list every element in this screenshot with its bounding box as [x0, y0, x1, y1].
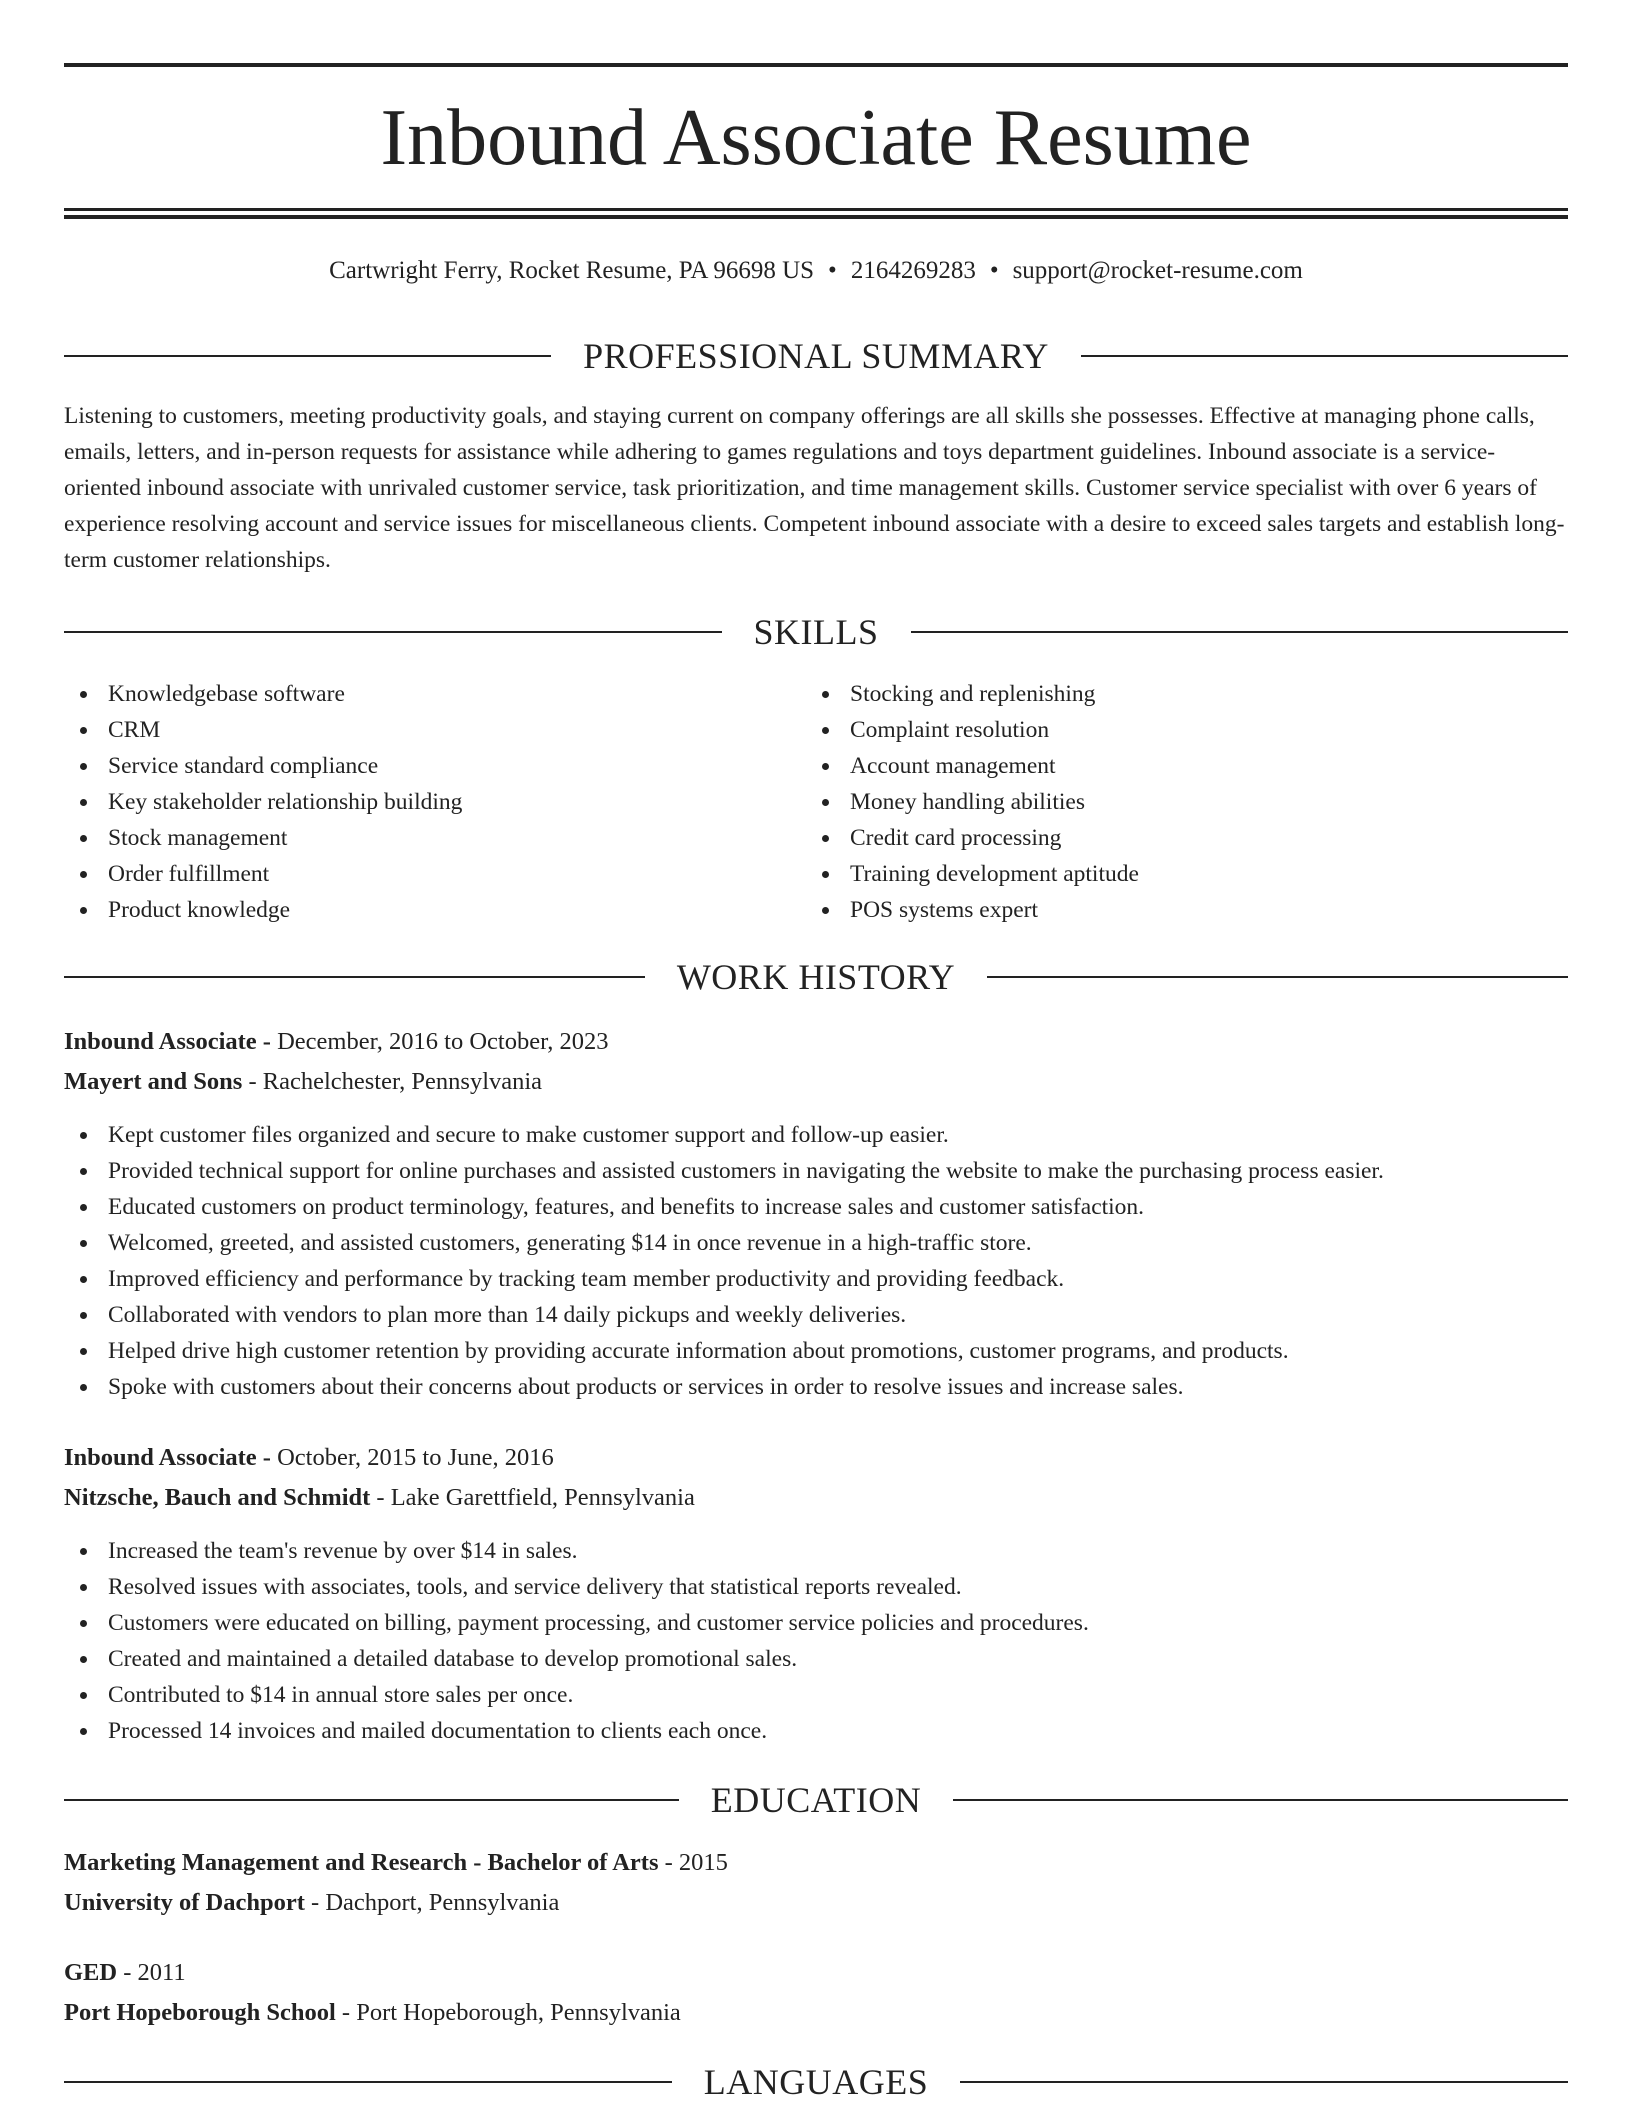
skill-item: Knowledgebase software — [64, 676, 806, 712]
skills-list-right — [806, 676, 1568, 928]
heading-rule — [953, 1799, 1568, 1801]
job-bullet: Created and maintained a detailed database to develop promotional sales. — [64, 1641, 1568, 1677]
contact-separator: • — [989, 257, 999, 284]
dash: - — [256, 1028, 278, 1055]
job-bullet: Increased the team's revenue by over $14 in sales. — [64, 1533, 1568, 1569]
heading-rule — [911, 631, 1569, 633]
dash: - — [256, 1444, 278, 1471]
heading-rule — [64, 1799, 679, 1801]
heading-rule — [960, 2081, 1568, 2083]
dash: - — [117, 1959, 138, 1986]
skill-item: CRM — [64, 712, 806, 748]
skill-item: Credit card processing — [806, 820, 1568, 856]
education-year: 2011 — [137, 1959, 186, 1986]
education-degree-line — [64, 1955, 1568, 1991]
section-heading-summary — [64, 334, 1568, 378]
heading-label: LANGUAGES — [703, 2062, 929, 2102]
dash: - — [242, 1068, 263, 1095]
job-bullet: Processed 14 invoices and mailed documentation to clients each once. — [64, 1713, 1568, 1749]
skill-item: Money handling abilities — [806, 784, 1568, 820]
heading-label: WORK HISTORY — [676, 957, 956, 997]
education-degree-line — [64, 1845, 1568, 1881]
job-bullet: Resolved issues with associates, tools, and service delivery that statistical reports revealed. — [64, 1569, 1568, 1605]
job-company: Nitzsche, Bauch and Schmidt — [64, 1484, 371, 1511]
section-heading-education — [64, 1778, 1568, 1822]
education-school: University of Dachport — [64, 1889, 305, 1916]
education-location: Port Hopeborough, Pennsylvania — [356, 1999, 681, 2026]
job-company: Mayert and Sons — [64, 1068, 243, 1095]
education-school: Port Hopeborough School — [64, 1999, 336, 2026]
heading-rule — [1081, 355, 1568, 357]
skills-list-left — [64, 676, 806, 928]
section-heading-languages — [64, 2060, 1568, 2104]
heading-label: PROFESSIONAL SUMMARY — [583, 336, 1049, 376]
skill-item: Product knowledge — [64, 892, 806, 928]
education-location: Dachport, Pennsylvania — [325, 1889, 560, 1916]
resume-title: Inbound Associate Resume — [380, 94, 1252, 182]
job-bullet: Welcomed, greeted, and assisted customers, generating $14 in once revenue in a high-traffic store. — [64, 1225, 1568, 1261]
contact-email[interactable]: support@rocket-resume.com — [1012, 257, 1303, 284]
heading-label: EDUCATION — [710, 1780, 922, 1820]
dash: - — [658, 1849, 679, 1876]
summary-text: Listening to customers, meeting productivity goals, and staying current on company offerings are all skills she possesses. Effective at managing phone calls, emails, letters, and in-person requests for assistance while adhering to games regulations and toys department guidelines. Inbound associate is a service-oriented inbound associate with unrivaled customer service, task prioritization, and time management skills. Customer service specialist with over 6 years of experience resolving account and service issues for miscellaneous clients. Competent inbound associate with a desire to exceed sales targets and establish long-term customer relationships. — [64, 403, 1565, 573]
skill-item: Key stakeholder relationship building — [64, 784, 806, 820]
skill-item: Order fulfillment — [64, 856, 806, 892]
skill-item: Account management — [806, 748, 1568, 784]
job-company-line — [64, 1064, 1568, 1100]
job-dates: December, 2016 to October, 2023 — [277, 1028, 609, 1055]
job-dates: October, 2015 to June, 2016 — [277, 1444, 554, 1471]
job-bullet: Kept customer files organized and secure to make customer support and follow-up easier. — [64, 1117, 1568, 1153]
header-rule-upper — [64, 208, 1568, 211]
job-title: Inbound Associate — [64, 1444, 257, 1471]
heading-rule — [64, 631, 722, 633]
skill-item: POS systems expert — [806, 892, 1568, 928]
job-location: Lake Garettfield, Pennsylvania — [390, 1484, 695, 1511]
job-bullet: Customers were educated on billing, payment processing, and customer service policies and procedures. — [64, 1605, 1568, 1641]
skill-item: Service standard compliance — [64, 748, 806, 784]
job-bullet-list — [64, 1117, 1568, 1405]
skill-item: Stock management — [64, 820, 806, 856]
contact-separator: • — [828, 257, 837, 284]
job-bullet: Provided technical support for online purchases and assisted customers in navigating the website to make the purchasing process easier. — [64, 1153, 1568, 1189]
skill-item: Stocking and replenishing — [806, 676, 1568, 712]
section-heading-skills — [64, 610, 1568, 654]
header-top-rule — [64, 63, 1568, 67]
job-bullet: Contributed to $14 in annual store sales per once. — [64, 1677, 1568, 1713]
contact-line — [64, 254, 1568, 288]
job-bullet: Collaborated with vendors to plan more than 14 daily pickups and weekly deliveries. — [64, 1297, 1568, 1333]
dash: - — [335, 1999, 357, 2026]
skill-item: Complaint resolution — [806, 712, 1568, 748]
section-heading-work — [64, 955, 1568, 999]
heading-rule — [64, 2081, 672, 2083]
dash: - — [370, 1484, 391, 1511]
education-degree: Marketing Management and Research - Bachelor of Arts — [64, 1849, 659, 1876]
job-bullet-list — [64, 1533, 1568, 1749]
heading-rule — [987, 976, 1568, 978]
education-school-line — [64, 1885, 1568, 1921]
dash: - — [304, 1889, 326, 1916]
education-school-line — [64, 1995, 1568, 2031]
skill-item: Training development aptitude — [806, 856, 1568, 892]
job-bullet: Spoke with customers about their concerns about products or services in order to resolve issues and increase sales. — [64, 1369, 1568, 1405]
job-title-line — [64, 1024, 1568, 1060]
heading-rule — [64, 355, 551, 357]
contact-address: Cartwright Ferry, Rocket Resume, PA 96698 US — [329, 257, 815, 284]
heading-label: SKILLS — [753, 612, 879, 652]
job-company-line — [64, 1480, 1568, 1516]
heading-rule — [64, 976, 645, 978]
education-year: 2015 — [678, 1849, 728, 1876]
header-rule-lower — [64, 215, 1568, 219]
contact-phone: 2164269283 — [850, 257, 976, 284]
job-bullet: Educated customers on product terminology, features, and benefits to increase sales and customer satisfaction. — [64, 1189, 1568, 1225]
job-location: Rachelchester, Pennsylvania — [262, 1068, 543, 1095]
job-title: Inbound Associate — [64, 1028, 257, 1055]
job-bullet: Helped drive high customer retention by providing accurate information about promotions, customer programs, and products. — [64, 1333, 1568, 1369]
education-degree: GED — [64, 1959, 118, 1986]
job-title-line — [64, 1440, 1568, 1476]
job-bullet: Improved efficiency and performance by tracking team member productivity and providing feedback. — [64, 1261, 1568, 1297]
